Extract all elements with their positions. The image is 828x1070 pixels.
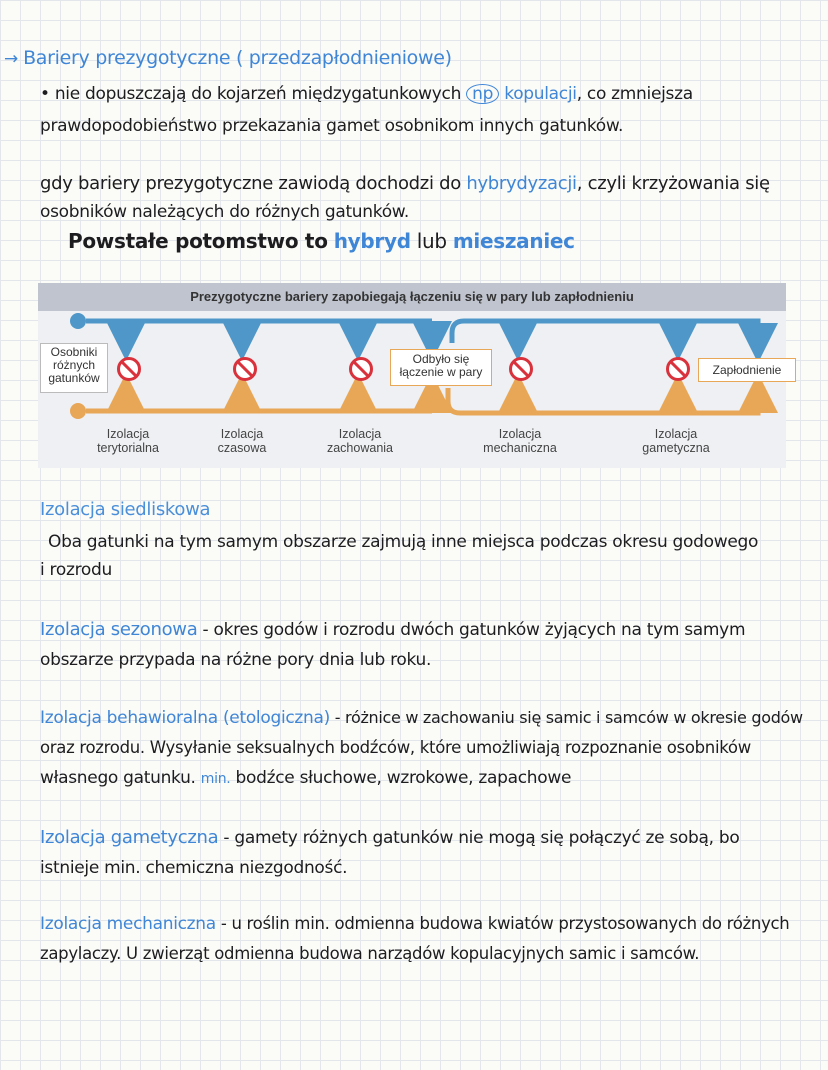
heading-line [4,46,452,71]
orange-track-2 [448,388,758,413]
section-behavioral-text-2: własnego gatunku. [40,768,196,788]
intro-text-tail: , co zmniejsza [576,84,693,104]
ban-icon [349,357,373,381]
diagram-title: Prezygotyczne bariery zapobiegają łączeniu się w pary lub zapłodnieniu [38,283,786,311]
section-seasonal-title: Izolacja sezonowa [40,619,198,640]
label-gametic: Izolacja gametyczna [642,427,710,455]
blue-dot [70,313,86,329]
hybrid-term-1: hybryd [333,229,411,253]
label-territorial: Izolacja terytorialna [97,427,159,455]
section-mechanical-line-2: zapylaczy. U zwierząt odmienna budowa narządów kopulacyjnych samic i samców. [40,944,700,963]
orange-dot [70,403,86,419]
section-behavioral-line-1 [40,706,803,730]
section-behavioral-title: Izolacja behawioralna (etologiczna) [40,708,330,728]
section-habitat-line-1: Oba gatunki na tym samym obszarze zajmują inne miejsca podczas okresu godowego [48,532,759,552]
section-behavioral-line-2: oraz rozrodu. Wysyłanie seksualnych bodźców, które umożliwiają rozpoznanie osobników [40,738,751,757]
mating-box: Odbyło się łączenie w pary [390,349,492,386]
section-seasonal-line-2: obszarze przypada na różne pory dnia lub roku. [40,650,432,670]
ban-icon [509,357,533,381]
intro-line-1 [40,82,693,106]
hybrid-bold-text: Powstałe potomstwo to [68,229,328,253]
label-mechanical: Izolacja mechaniczna [483,427,557,455]
intro-keyword: kopulacji [504,84,577,104]
section-behavioral-text-3: bodźce słuchowe, wzrokowe, zapachowe [235,768,572,788]
hybrid-line-2: osobników należących do różnych gatunków. [40,202,409,222]
label-behavioral: Izolacja zachowania [326,427,393,455]
hybrid-keyword: hybrydyzacji [466,173,577,194]
section-gametic-text: - gamety różnych gatunków nie mogą się połączyć ze sobą, bo [223,828,740,848]
ban-icon [666,357,690,381]
section-habitat-line-2: i rozrodu [40,560,112,580]
hybrid-term-2: mieszaniec [452,229,575,253]
ban-icon [233,357,257,381]
hybrid-or: lub [416,229,447,253]
start-box: Osobniki różnych gatunków [40,343,108,393]
arrow-icon: → [4,49,18,69]
section-behavioral-text: - różnice w zachowaniu się samic i samców w okresie godów [334,708,803,727]
hybrid-text: gdy bariery prezygotyczne zawiodą dochodzi do [40,173,461,194]
blue-track-2 [452,321,758,343]
ban-icon [117,357,141,381]
hybrid-line-3 [68,229,575,253]
section-gametic-title: Izolacja gametyczna [40,827,219,848]
fertilization-box: Zapłodnienie [698,358,796,382]
section-gametic-line-1 [40,826,739,850]
np-circle: np [466,84,499,104]
section-seasonal-text: - okres godów i rozrodu dwóch gatunków żyjących na tym samym [202,620,746,640]
section-behavioral-line-3 [40,766,571,791]
label-temporal: Izolacja czasowa [217,427,267,455]
section-mechanical-title: Izolacja mechaniczna [40,914,216,934]
section-mechanical-line-1 [40,912,789,936]
intro-line-2: prawdopodobieństwo przekazania gamet osobnikom innych gatunków. [40,116,624,136]
heading-title: Bariery prezygotyczne ( przedzapłodnieniowe) [23,47,452,69]
min-abbrev: min. [200,771,231,787]
hybrid-text-tail: , czyli krzyżowania się [576,173,770,194]
section-gametic-line-2: istnieje min. chemiczna niezgodność. [40,858,348,878]
barriers-diagram [38,283,786,468]
section-habitat-title: Izolacja siedliskowa [40,499,211,520]
section-seasonal-line-1 [40,618,745,642]
intro-text: • nie dopuszczają do kojarzeń międzygatunkowych [40,84,462,104]
hybrid-line-1 [40,172,770,196]
section-mechanical-text: - u roślin min. odmienna budowa kwiatów przystosowanych do różnych [220,914,790,933]
